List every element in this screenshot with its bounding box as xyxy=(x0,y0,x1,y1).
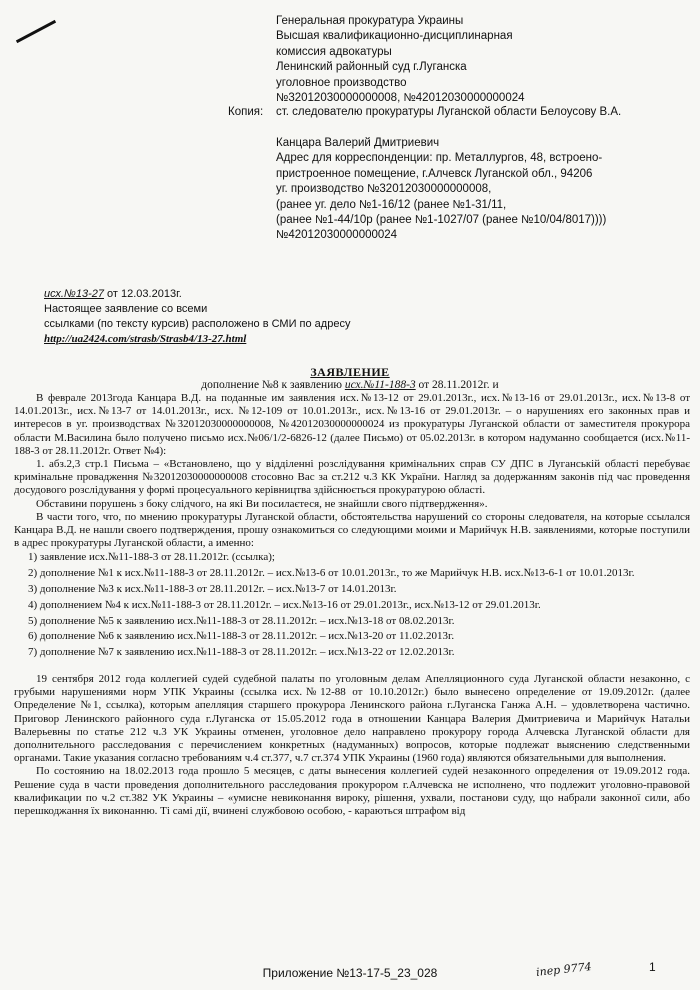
outgoing-reference xyxy=(44,287,404,347)
paragraph: 19 сентября 2012 года коллегией судей судебной палаты по уголовным делам Апелляционного суда Луганской области незаконно, с грубыми нарушениями норм УПК Украины (ссылка исх.№12-88 от 10.10.2012г.) было вынесено определение от 19.09.2012г. (далее Определение №1, ссылка), которым апелляция старшего прокурора Ленинского района г.Луганска Ганжа А.Н. – удовлетворена частично. Приговор Ленинского районного суда г.Луганска от 15.05.2012 года в отношении Канцара Валерия Дмитриевича и Марийчук Натальи Валерьевны по статье 212 ч.3 УК Украины отменен, уголовное дело направлено прокурору города Алчевска Луганской области для дополнительного расследования с перечислением конкретных (надуманных) вопросов, которые подлежат выяснению следственными органами. Такие указания согласно требованиям ч.4 ст.377, ч.7 ст.374 УПК Украины (1960 года) являются обязательными для выполнения. xyxy=(14,673,690,765)
applicant-line: №42012030000000024 xyxy=(276,229,398,242)
applicant-line: Адрес для корреспонденции: пр. Металлургов, 48, встроено- xyxy=(276,152,603,165)
list-item: 1) заявление исх.№11-188-3 от 28.11.2012г. (ссылка); xyxy=(28,551,275,564)
list-item: 5) дополнение №5 к заявлению исх.№11-188-3 от 28.11.2012г. – исх.№13-18 от 08.02.2013г. xyxy=(28,614,455,627)
paragraph: В феврале 2013года Канцара В.Д. на поданные им заявления исх.№13-12 от 29.01.2013г., исх.№13-16 от 29.01.2013г., исх.№13-8 от 14.01.2013г., исх.№13-7 от 14.01.2013г., исх. №12-109 от 10.01.2013г., исх.№13-16 от 29.01.2013г. – о нарушениях его законных прав и интересов в уг. производствах №32012030000000008, №42012030000000024 из прокуратуры Луганской области от заместителя прокурора области М.Василина было получено письмо исх.№06/1/2-6826-12 (далее Письмо) от 05.02.2013г. в котором надуманно сообщается (исх.№11-188-3 от 28.11.2012г. Ответ №4): xyxy=(14,392,690,457)
addressee-line: Высшая квалификационно-дисциплинарная xyxy=(276,30,513,43)
addressee-line: уголовное производство xyxy=(276,76,407,89)
applicant-line: пристроенное помещение, г.Алчевск Луганской обл., 94206 xyxy=(276,167,593,180)
addressee-block xyxy=(276,14,686,106)
applicant-name: Канцара Валерий Дмитриевич xyxy=(276,137,440,149)
list-item: 2) дополнение №1 к исх.№11-188-3 от 28.11.2012г. – исх.№13-6 от 10.01.2013г., то же Марийчук Н.В. исх.№13-6-1 от 10.01.2013г. xyxy=(28,567,635,580)
addressee-line: Ленинский районный суд г.Луганска xyxy=(276,61,467,74)
addressee-line: №32012030000000008, №42012030000000024 xyxy=(276,92,525,105)
copy-label: Копия: xyxy=(228,106,264,118)
page-number: 1 xyxy=(649,960,656,974)
statement-list xyxy=(14,550,690,661)
reference-note: ссылками (по тексту курсив) расположено в СМИ по адресу xyxy=(44,318,351,330)
attachment-footer: Приложение №13-17-5_23_028 xyxy=(262,966,438,980)
pen-mark xyxy=(16,20,56,43)
paragraph: По состоянию на 18.02.2013 года прошло 5 месяцев, с даты вынесения коллегией судей незаконного определения от 19.09.2012 года. Решение суда в части проведения дополнительного расследования прокурором г.Алчевска не исполнено, что подлежит уголовно-правовой квалификации по ч.2 ст.382 УК Украины – «умисне невиконання вироку, рішення, ухвали, постанови суду, що набрали законної сили, або перешкоджання їх виконанню. Ті самі дії, вчинені службовою особою, - караються штрафом від xyxy=(14,765,690,818)
document-body xyxy=(14,392,690,818)
list-item: 4) дополнением №4 к исх.№11-188-3 от 28.11.2012г. – исх.№13-16 от 29.01.2013г., исх.№13-12 от 29.01.2013г. xyxy=(28,598,541,611)
reference-note: Настоящее заявление со всеми xyxy=(44,303,208,315)
document-title: ЗАЯВЛЕНИЕ xyxy=(310,365,390,379)
handwritten-stamp: іпер 9774 xyxy=(535,960,593,979)
list-item: 3) дополнение №3 к исх.№11-188-3 от 28.11.2012г. – исх.№13-7 от 14.01.2013г. xyxy=(28,583,397,596)
applicant-block xyxy=(276,136,686,244)
media-url-link[interactable]: http://ua2424.com/strasb/Strasb4/13-27.html xyxy=(44,333,247,345)
applicant-line: (ранее уг. дело №1-16/12 (ранее №1-31/11, xyxy=(276,198,507,211)
reference-number[interactable]: исх.№13-27 xyxy=(44,288,104,300)
copy-recipient: ст. следователю прокуратуры Луганской области Белоусову В.А. xyxy=(276,106,622,118)
list-item: 7) дополнение №7 к заявлению исх.№11-188-3 от 28.11.2012г. – исх.№13-22 от 12.02.2013г. xyxy=(28,646,455,659)
document-subtitle xyxy=(0,379,700,391)
subtitle-text: от 28.11.2012г. и xyxy=(415,379,499,391)
subtitle-text: дополнение №8 к заявлению xyxy=(201,379,345,391)
quote-paragraph: Обставини порушень з боку слідчого, на які Ви посилаєтеся, не знайшли свого підтвердження». xyxy=(36,497,488,510)
reference-date: от 12.03.2013г. xyxy=(103,288,182,300)
applicant-line: (ранее №1-44/10р (ранее №1-1027/07 (ранее №10/04/8017)))) xyxy=(276,214,607,227)
list-item: 6) дополнение №6 к заявлению исх.№11-188-3 от 28.11.2012г. – исх.№13-20 от 11.02.2013г. xyxy=(28,630,455,643)
quote-paragraph: 1. абз.2,3 стр.1 Письма – «Встановлено, що у відділенні розслідування кримінальних справ СУ ДПС в Луганській області перебуває кримінальне провадження №32012030000000008 стосовно Вас за ст.212 ч.3 КК України. Нагляд за додержанням законів під час проведення досудового розслідування у формі процесуального керівництва здійснюється прокуратурою області. xyxy=(14,458,690,497)
subtitle-link[interactable]: исх.№11-188-3 xyxy=(344,379,416,391)
applicant-line: уг. производство №32012030000000008, xyxy=(276,183,492,196)
addressee-line: Генеральная прокуратура Украины xyxy=(276,15,464,27)
paragraph: В части того, что, по мнению прокуратуры Луганской области, обстоятельства нарушений со стороны следователя, на которые ссылался Канцара В.Д. не нашли своего подтверждения, прошу ознакомиться со следующими моими и Марийчук Н.В. заявлениями, которые поступили в адрес прокуратуры Луганской области, а именно: xyxy=(14,510,690,550)
addressee-line: комиссия адвокатуры xyxy=(276,45,392,58)
